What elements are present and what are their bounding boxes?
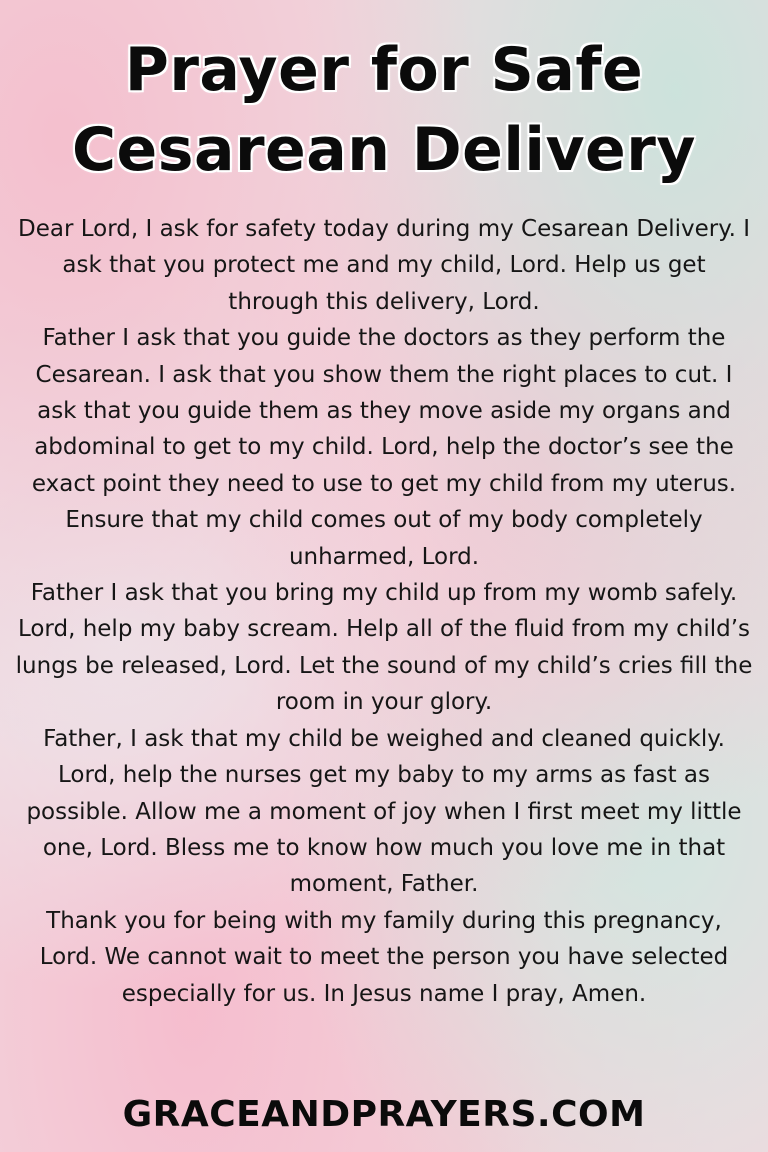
title-line-2: Cesarean Delivery (72, 115, 696, 185)
prayer-body (14, 211, 754, 1012)
prayer-paragraph-2: Father I ask that you guide the doctors as they perform the Cesarean. I ask that you show them the right places to cut. I ask that you guide them as they move aside my organs and abdominal to get to my child. Lord, help the doctor’s see the exact point they need to use to get my child from my uterus. Ensure that my child comes out of my body completely unharmed, Lord. (31, 325, 737, 570)
prayer-paragraph-1: Dear Lord, I ask for safety today during my Cesarean Delivery. I ask that you protect me and my child, Lord. Help us get through this delivery, Lord. (18, 216, 750, 315)
prayer-paragraph-5: Thank you for being with my family during this pregnancy, Lord. We cannot wait to meet the person you have selected especially for us. In Jesus name I pray, Amen. (39, 907, 729, 1007)
title-line-1: Prayer for Safe (124, 35, 644, 105)
page-title (0, 30, 768, 190)
site-url: GRACEANDPRAYERS.COM (122, 1094, 646, 1135)
prayer-paragraph-3: Father I ask that you bring my child up from my womb safely. Lord, help my baby scream. Help all of the fluid from my child’s lungs be released, Lord. Let the sound of my child’s cries fill the room in your glory. (15, 580, 753, 716)
prayer-paragraph-4: Father, I ask that my child be weighed and cleaned quickly. Lord, help the nurses get my baby to my arms as fast as possible. Allow me a moment of joy when I first meet my little one, Lord. Bless me to know how much you love me in that moment, Father. (26, 725, 742, 898)
